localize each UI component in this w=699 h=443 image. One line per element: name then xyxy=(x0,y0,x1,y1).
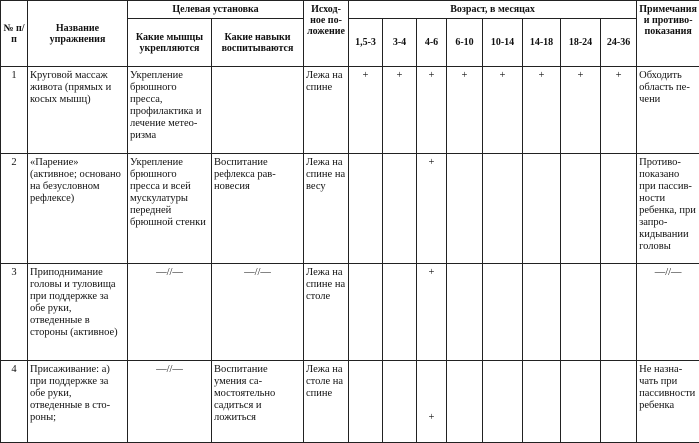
row-mark: + xyxy=(447,67,483,154)
row-mark: + xyxy=(601,67,637,154)
row-muscles: Укрепление брюшного пресса и всей мускулатуры передней брюшной стенки xyxy=(128,154,212,264)
header-position: Исходное положение xyxy=(304,1,349,67)
header-age-5: 10-14 xyxy=(483,19,523,67)
row-num: 1 xyxy=(1,67,28,154)
header-age-7: 18-24 xyxy=(561,19,601,67)
row-mark xyxy=(383,361,417,443)
row-mark xyxy=(383,154,417,264)
header-target: Целевая установка xyxy=(128,1,304,19)
header-age-4: 6-10 xyxy=(447,19,483,67)
row-mark xyxy=(561,361,601,443)
header-age-6: 14-18 xyxy=(523,19,561,67)
row-position: Лежа на спине на столе xyxy=(304,264,349,361)
row-mark xyxy=(349,264,383,361)
table-row xyxy=(1,154,699,264)
row-name: Присаживание: а) при поддержке за обе руки, отведенные в стороны; xyxy=(28,361,128,443)
row-mark xyxy=(447,361,483,443)
header-notes: Примечания и противопоказания xyxy=(637,1,699,67)
row-mark xyxy=(483,264,523,361)
row-name: Приподнимание головы и туловища при поддержке за обе руки, отведенные в стороны (активное) xyxy=(28,264,128,361)
row-mark: + xyxy=(523,67,561,154)
row-mark xyxy=(523,361,561,443)
header-muscles: Какие мышцы укрепляются xyxy=(128,19,212,67)
row-mark xyxy=(601,361,637,443)
row-mark xyxy=(523,154,561,264)
row-notes: —//— xyxy=(637,264,699,361)
row-mark xyxy=(447,264,483,361)
row-name: «Парение» (активное; основано на безусловном рефлексе) xyxy=(28,154,128,264)
row-notes: Обходить область печени xyxy=(637,67,699,154)
row-mark xyxy=(447,154,483,264)
header-age-1: 1,5-3 xyxy=(349,19,383,67)
row-mark: + xyxy=(417,361,447,443)
row-mark xyxy=(383,264,417,361)
row-skills: Воспитание умения самостоятельно садиться и ложиться xyxy=(212,361,304,443)
header-age-8: 24-36 xyxy=(601,19,637,67)
row-num: 3 xyxy=(1,264,28,361)
table-row xyxy=(1,67,699,154)
row-mark xyxy=(483,154,523,264)
row-muscles: Укрепление брюшного пресса, профилактика и лечение метеоризма xyxy=(128,67,212,154)
row-mark xyxy=(601,264,637,361)
row-mark: + xyxy=(561,67,601,154)
header-age-2: 3-4 xyxy=(383,19,417,67)
row-mark xyxy=(349,361,383,443)
table-row xyxy=(1,361,699,443)
row-mark xyxy=(523,264,561,361)
row-mark: + xyxy=(483,67,523,154)
row-mark xyxy=(561,154,601,264)
row-position: Лежа на спине на весу xyxy=(304,154,349,264)
row-mark: + xyxy=(417,67,447,154)
row-mark: + xyxy=(417,154,447,264)
header-name: Название упражнения xyxy=(28,1,128,67)
row-skills xyxy=(212,67,304,154)
row-mark xyxy=(349,154,383,264)
row-position: Лежа на спине xyxy=(304,67,349,154)
row-mark xyxy=(483,361,523,443)
row-muscles: —//— xyxy=(128,264,212,361)
row-mark xyxy=(601,154,637,264)
row-muscles: —//— xyxy=(128,361,212,443)
header-skills: Какие навыки воспитываются xyxy=(212,19,304,67)
row-mark: + xyxy=(417,264,447,361)
header-age-3: 4-6 xyxy=(417,19,447,67)
header-num: № п/п xyxy=(1,1,28,67)
row-num: 2 xyxy=(1,154,28,264)
row-notes: Не назначать при пассивности ребенка xyxy=(637,361,699,443)
row-skills: Воспитание рефлекса равновесия xyxy=(212,154,304,264)
row-skills: —//— xyxy=(212,264,304,361)
row-num: 4 xyxy=(1,361,28,443)
row-mark: + xyxy=(383,67,417,154)
header-age: Возраст, в месяцах xyxy=(349,1,637,19)
row-mark xyxy=(561,264,601,361)
row-mark: + xyxy=(349,67,383,154)
row-notes: Противопоказано при пассивности ребенка, при запрокидывании головы xyxy=(637,154,699,264)
table-row xyxy=(1,264,699,361)
row-position: Лежа на столе на спине xyxy=(304,361,349,443)
row-name: Круговой массаж живота (прямых и косых мышц) xyxy=(28,67,128,154)
